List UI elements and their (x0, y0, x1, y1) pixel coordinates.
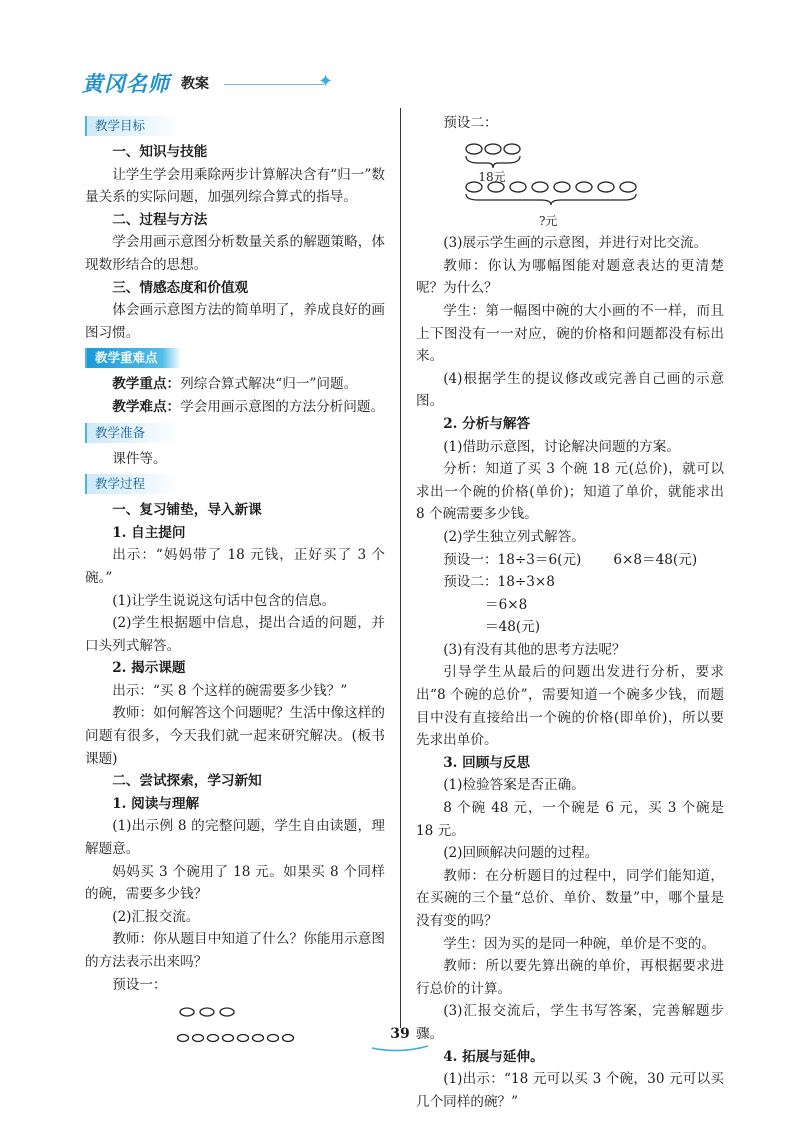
subheading: 1. 阅读与理解 (112, 795, 200, 812)
section-tag-key-points: 教学重难点 (85, 348, 181, 368)
header-rule (224, 84, 324, 85)
paragraph: 学会用画示意图分析数量关系的解题策略，体现数形结合的思想。 (85, 234, 385, 273)
calc-line: ＝48(元) (485, 619, 541, 636)
calc-step: 预设一：18÷3＝6(元) (443, 551, 582, 568)
bowl-shape (510, 182, 526, 192)
paragraph: (1)让学生说说这句话中包含的信息。 (112, 592, 336, 609)
subheading: 三、情感态度和价值观 (112, 279, 249, 296)
column-divider (400, 108, 401, 1028)
paragraph: (1)借助示意图，讨论解决问题的方案。 (443, 438, 680, 455)
paragraph: 教师：你从题目中知道了什么？你能用示意图的方法表示出来吗？ (85, 931, 385, 970)
paragraph: 8 个碗 48 元，一个碗是 6 元，买 3 个碗是 18 元。 (416, 800, 724, 839)
bowl-shape (504, 144, 520, 154)
bowl-shape (485, 144, 501, 154)
paragraph: 教师：所以要先算出碗的单价，再根据要求进行总价的计算。 (416, 958, 724, 997)
bottom-brace (466, 194, 636, 205)
subheading: 3. 回顾与反思 (443, 754, 531, 771)
bowl-shape (554, 182, 570, 192)
paragraph: 课件等。 (112, 450, 167, 467)
label-unknown-yuan: ?元 (539, 214, 558, 229)
subheading: 二、过程与方法 (112, 211, 208, 228)
bowl-shape (466, 182, 482, 192)
paragraph: 体会画示意图方法的简单明了，养成良好的画图习惯。 (85, 302, 385, 341)
paragraph: (1)出示：“18 元可以买 3 个碗，30 元可以买几个同样的碗？” (416, 1071, 724, 1110)
page-number-swoosh (370, 1044, 430, 1052)
paragraph: 出示：“买 8 个这样的碗需要多少钱？” (112, 682, 348, 699)
text: 学会用画示意图的方法分析问题。 (180, 398, 385, 415)
calc-line: 预设二：18÷3×8 (443, 574, 555, 591)
bowl-shape (620, 182, 636, 192)
paragraph: 预设一： (112, 976, 167, 993)
paragraph: 妈妈买 3 个碗用了 18 元。如果买 8 个同样的碗，需要多少钱？ (85, 863, 385, 903)
paragraph: (1)检验答案是否正确。 (443, 777, 585, 794)
bowl-shape (532, 182, 548, 192)
bowl-shape (598, 182, 614, 192)
page-number: 39 (390, 1026, 410, 1042)
paragraph (85, 373, 385, 396)
text: 列综合算式解决“归一”问题。 (180, 376, 358, 393)
top-brace (466, 156, 520, 168)
paragraph: 学生：因为买的是同一种碗，单价是不变的。 (443, 935, 716, 952)
bowl-shape (466, 144, 482, 154)
section-tag-process: 教学过程 (85, 474, 181, 494)
subheading: 一、知识与技能 (112, 144, 208, 160)
subheading: 一、复习铺垫，导入新课 (112, 502, 262, 519)
paragraph: (3)展示学生画的示意图，并进行对比交流。 (443, 235, 708, 252)
section-tag-preparation: 教学准备 (85, 423, 181, 443)
paragraph: 预设二： (443, 115, 498, 131)
paragraph: (4)根据学生的提议修改或完善自己画的示意图。 (416, 370, 724, 410)
calc-line (416, 549, 724, 572)
paragraph: 出示：“妈妈带了 18 元钱，正好买了 3 个碗。” (85, 547, 385, 586)
bowl-shape (180, 1008, 194, 1016)
paragraph: 分析：知道了买 3 个碗 18 元(总价)，就可以求出一个碗的价格(单价)；知道了单价，就能求出 8 个碗需要多少钱。 (416, 461, 724, 523)
subheading: 1. 自主提问 (112, 524, 186, 541)
right-column (416, 112, 724, 1113)
paragraph: (2)回顾解决问题的过程。 (443, 845, 599, 862)
calc-line: ＝6×8 (485, 596, 528, 613)
bowl-shape (576, 182, 592, 192)
paragraph: (3)有没有其他的思考方法呢？ (443, 641, 626, 658)
paragraph: 教师：如何解答这个问题呢？生活中像这样的问题有很多，今天我们就一起来研究解决。(板书课题) (85, 705, 385, 767)
label-18-yuan: 18元 (478, 169, 506, 184)
calc-step: 6×8＝48(元) (613, 551, 698, 568)
section-tag-goals: 教学目标 (85, 116, 181, 136)
paragraph (85, 396, 385, 419)
paragraph: 教师：你认为哪幅图能对题意表达的更清楚呢？为什么？ (416, 257, 724, 297)
paragraph: (3)汇报交流后，学生书写答案，完善解题步骤。 (416, 1003, 724, 1042)
paragraph: 学生：第一幅图中碗的大小画的不一样，而且上下图没有一一对应，碗的价格和问题都没有标出来。 (416, 302, 724, 365)
left-column (85, 112, 385, 1068)
brand-logo: 黄冈名师 (82, 72, 170, 96)
bowl-shape (200, 1008, 214, 1016)
paragraph: 引导学生从最后的问题出发进行分析，要求出“8 个碗的总价”，需要知道一个碗多少钱，而题目中没有直接给出一个碗的价格(即单价)，所以要先求出单价。 (416, 664, 724, 749)
bowls-with-prices (416, 139, 724, 211)
brand-subtitle: 教案 (181, 76, 209, 92)
paragraph: (1)出示例 8 的完整问题，学生自由读题，理解题意。 (85, 818, 385, 858)
paragraph: (2)学生独立列式解答。 (443, 528, 585, 545)
paragraph: (2)学生根据题中信息，提出合适的问题，并口头列式解答。 (85, 615, 385, 654)
subheading: 2. 揭示课题 (112, 660, 186, 677)
label: 教学重点： (112, 376, 181, 393)
sparkle-icon: ✦ (318, 71, 334, 92)
subheading: 2. 分析与解答 (443, 415, 531, 432)
label: 教学难点： (112, 398, 181, 415)
subheading: 4. 拓展与延伸。 (443, 1048, 544, 1065)
subheading: 二、尝试探索，学习新知 (112, 773, 262, 790)
bowl-shape (220, 1008, 234, 1016)
bowl-diagram-preset-2 (416, 139, 724, 229)
paragraph: 让学生学会用乘除两步计算解决含有“归一”数量关系的实际问题，加强列综合算式的指导。 (85, 166, 385, 206)
paragraph: 教师：在分析题目的过程中，同学们能知道，在买碗的三个量“总价、单价、数量”中，哪个量是没有变的吗？ (416, 867, 724, 929)
page-header (82, 68, 334, 98)
paragraph: (2)汇报交流。 (112, 908, 200, 925)
